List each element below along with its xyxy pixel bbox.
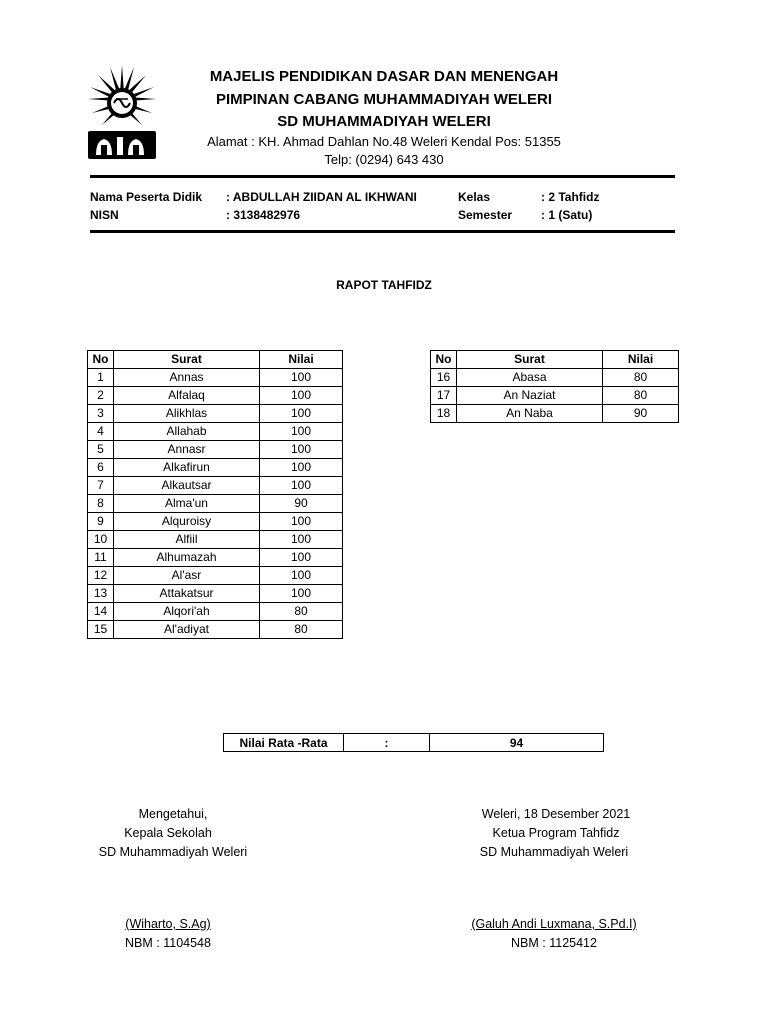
cell-surat: Alkafirun <box>114 459 260 477</box>
cell-no: 18 <box>431 405 457 423</box>
cell-no: 16 <box>431 369 457 387</box>
header-rule-top <box>90 175 675 178</box>
table-row <box>88 513 343 531</box>
grades-table-left <box>87 350 343 639</box>
average-label: Nilai Rata -Rata <box>224 734 344 752</box>
cell-nilai: 100 <box>260 567 343 585</box>
student-nisn-label: NISN <box>90 208 119 222</box>
table-row <box>431 405 679 423</box>
table-row <box>88 369 343 387</box>
semester-value: : 1 (Satu) <box>541 208 593 222</box>
cell-nilai: 100 <box>260 387 343 405</box>
header-nilai: Nilai <box>260 351 343 369</box>
cell-no: 9 <box>88 513 114 531</box>
cell-no: 4 <box>88 423 114 441</box>
cell-no: 7 <box>88 477 114 495</box>
cell-nilai: 100 <box>260 405 343 423</box>
cell-no: 6 <box>88 459 114 477</box>
header-no: No <box>88 351 114 369</box>
cell-no: 15 <box>88 621 114 639</box>
header-line-2: PIMPINAN CABANG MUHAMMADIYAH WELERI <box>215 91 553 108</box>
sig-left-id: NBM : 1104548 <box>125 936 211 950</box>
average-colon: : <box>344 734 430 752</box>
cell-surat: Alhumazah <box>114 549 260 567</box>
cell-no: 5 <box>88 441 114 459</box>
table-row <box>88 585 343 603</box>
cell-no: 11 <box>88 549 114 567</box>
cell-no: 10 <box>88 531 114 549</box>
cell-surat: Annasr <box>114 441 260 459</box>
cell-no: 8 <box>88 495 114 513</box>
table-row <box>431 369 679 387</box>
cell-nilai: 100 <box>260 423 343 441</box>
cell-surat: Allahab <box>114 423 260 441</box>
cell-surat: Abasa <box>457 369 603 387</box>
table-row <box>88 567 343 585</box>
sig-left-name: (Wiharto, S.Ag) <box>125 917 211 931</box>
sig-right-name: (Galuh Andi Luxmana, S.Pd.I) <box>471 917 637 931</box>
cell-surat: Annas <box>114 369 260 387</box>
table-row <box>88 549 343 567</box>
cell-nilai: 100 <box>260 585 343 603</box>
cell-nilai: 90 <box>260 495 343 513</box>
table-row <box>88 603 343 621</box>
table-row <box>88 423 343 441</box>
table-header-row <box>431 351 679 369</box>
table-row <box>88 495 343 513</box>
cell-surat: Alkautsar <box>114 477 260 495</box>
cell-no: 1 <box>88 369 114 387</box>
cell-surat: Al'adiyat <box>114 621 260 639</box>
table-header-row <box>88 351 343 369</box>
cell-nilai: 100 <box>260 459 343 477</box>
table-row <box>88 531 343 549</box>
cell-no: 12 <box>88 567 114 585</box>
cell-nilai: 100 <box>260 369 343 387</box>
average-value: 94 <box>430 734 604 752</box>
cell-surat: Alfalaq <box>114 387 260 405</box>
cell-no: 17 <box>431 387 457 405</box>
header-line-1: MAJELIS PENDIDIKAN DASAR DAN MENENGAH <box>209 68 559 85</box>
sig-right-line2: Ketua Program Tahfidz <box>492 826 620 840</box>
header-surat: Surat <box>114 351 260 369</box>
table-row <box>88 387 343 405</box>
cell-nilai: 80 <box>260 621 343 639</box>
cell-nilai: 90 <box>603 405 679 423</box>
cell-no: 13 <box>88 585 114 603</box>
sig-left-line2: Kepala Sekolah <box>124 826 212 840</box>
cell-surat: Alikhlas <box>114 405 260 423</box>
table-row <box>88 405 343 423</box>
sig-right-line3: SD Muhammadiyah Weleri <box>479 845 629 859</box>
cell-nilai: 100 <box>260 441 343 459</box>
header-nilai: Nilai <box>603 351 679 369</box>
cell-surat: Alqori'ah <box>114 603 260 621</box>
cell-nilai: 80 <box>603 387 679 405</box>
grades-table-right <box>430 350 679 423</box>
header-no: No <box>431 351 457 369</box>
sig-left-line3: SD Muhammadiyah Weleri <box>98 845 248 859</box>
cell-surat: Attakatsur <box>114 585 260 603</box>
cell-surat: Al'asr <box>114 567 260 585</box>
cell-surat: An Naba <box>457 405 603 423</box>
class-value: : 2 Tahfidz <box>541 190 600 204</box>
sig-left-line1: Mengetahui, <box>138 807 208 821</box>
average-table <box>223 733 604 752</box>
class-label: Kelas <box>458 190 491 204</box>
header-phone: Telp: (0294) 643 430 <box>324 152 444 167</box>
cell-surat: An Naziat <box>457 387 603 405</box>
cell-nilai: 80 <box>260 603 343 621</box>
cell-no: 14 <box>88 603 114 621</box>
cell-surat: Alma'un <box>114 495 260 513</box>
cell-no: 3 <box>88 405 114 423</box>
table-row <box>88 441 343 459</box>
cell-surat: Alfiil <box>114 531 260 549</box>
table-row <box>88 621 343 639</box>
student-nisn-value: : 3138482976 <box>226 208 301 222</box>
cell-nilai: 100 <box>260 549 343 567</box>
header-address: Alamat : KH. Ahmad Dahlan No.48 Weleri Kendal Pos: 51355 <box>207 134 561 149</box>
header-line-3: SD MUHAMMADIYAH WELERI <box>277 113 491 130</box>
cell-nilai: 100 <box>260 531 343 549</box>
table-row <box>88 459 343 477</box>
cell-surat: Alquroisy <box>114 513 260 531</box>
sig-right-id: NBM : 1125412 <box>511 936 597 950</box>
student-name-value: : ABDULLAH ZIIDAN AL IKHWANI <box>226 190 417 204</box>
semester-label: Semester <box>458 208 513 222</box>
table-row <box>88 477 343 495</box>
header-rule-bottom <box>90 230 675 233</box>
student-name-label: Nama Peserta Didik <box>90 190 203 204</box>
cell-nilai: 100 <box>260 513 343 531</box>
sig-right-line1: Weleri, 18 Desember 2021 <box>481 807 631 821</box>
cell-nilai: 100 <box>260 477 343 495</box>
table-row <box>431 387 679 405</box>
report-title: RAPOT TAHFIDZ <box>336 278 432 292</box>
cell-nilai: 80 <box>603 369 679 387</box>
cell-no: 2 <box>88 387 114 405</box>
header-surat: Surat <box>457 351 603 369</box>
